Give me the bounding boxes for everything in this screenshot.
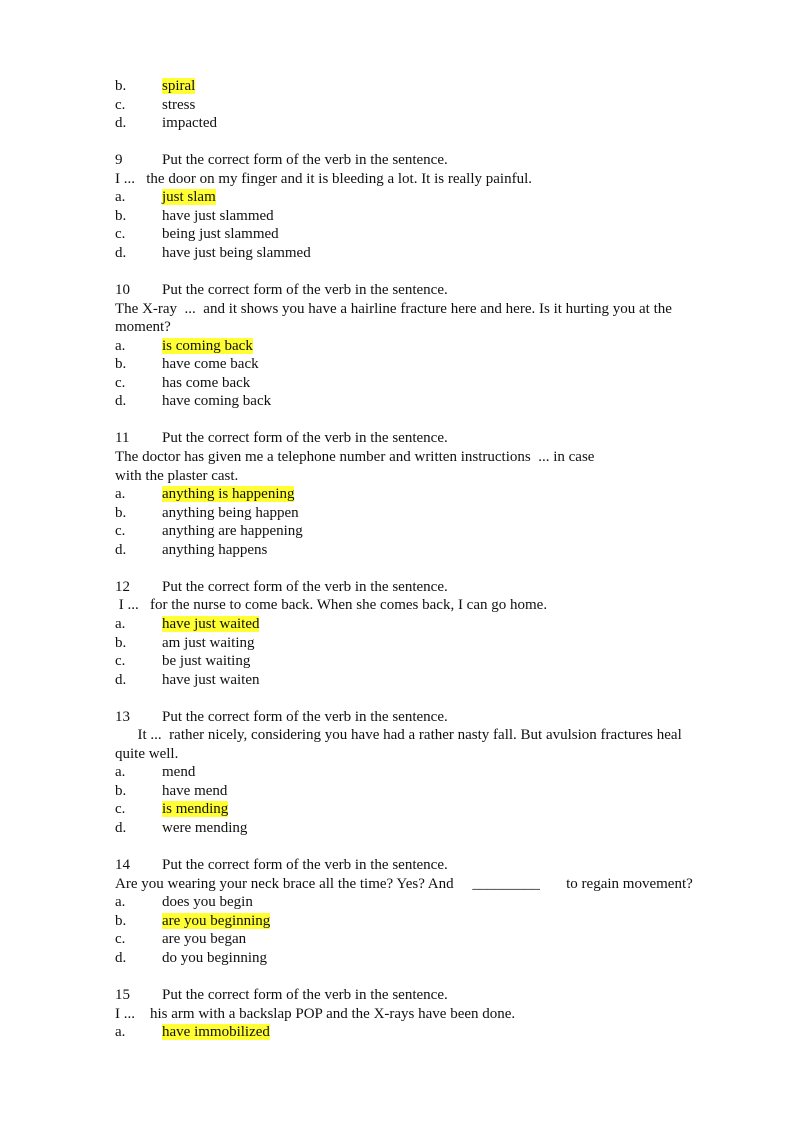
option-text-text: were mending: [162, 820, 248, 836]
option-text-highlighted-text: anything is happening: [162, 486, 295, 503]
option-text-highlighted: [162, 337, 253, 355]
question-number-text: 11: [115, 430, 130, 447]
option-text-text: stress: [162, 96, 196, 113]
option-label: [115, 114, 126, 132]
question-instruction-text: Put the correct form of the verb in the sentence.: [162, 282, 448, 299]
option-text-highlighted-text: are you beginning: [162, 912, 271, 929]
option-label: [115, 652, 125, 670]
question-instruction: [162, 708, 448, 726]
question-instruction: [162, 986, 448, 1004]
question-sentence-text: moment?: [115, 319, 171, 336]
question-number-text: 15: [115, 986, 130, 1003]
option-label: [115, 485, 125, 503]
option-label-text: b.: [115, 356, 127, 373]
option-label-text: b.: [115, 504, 127, 521]
option-text-text: are you began: [162, 931, 247, 948]
question-instruction-text: Put the correct form of the verb in the sentence.: [162, 152, 448, 169]
option-text-highlighted: [162, 800, 228, 818]
option-text: [162, 652, 250, 670]
question-instruction-text: Put the correct form of the verb in the sentence.: [162, 708, 448, 725]
option-text: [162, 949, 267, 967]
option-label-text: d.: [115, 671, 127, 688]
option-text-highlighted: [162, 912, 270, 930]
option-text-text: anything happens: [162, 541, 268, 558]
option-label: [115, 541, 126, 559]
question-number: [115, 281, 130, 299]
option-text-highlighted-text: spiral: [162, 78, 196, 94]
option-text-text: anything being happen: [162, 504, 299, 521]
option-label-text: c.: [115, 96, 126, 113]
option-label: [115, 615, 125, 633]
question-sentence-text: The X-ray ... and it shows you have a hairline fracture here and here. Is it hurting you at the: [115, 300, 672, 317]
option-label: [115, 763, 125, 781]
option-label-text: b.: [115, 782, 127, 799]
question-sentence-text: I ... for the nurse to come back. When she comes back, I can go home.: [115, 597, 548, 614]
option-label-text: c.: [115, 931, 126, 948]
option-label: [115, 912, 126, 930]
option-label-text: c.: [115, 801, 126, 818]
option-text-text: being just slammed: [162, 226, 279, 243]
option-label: [115, 949, 126, 967]
option-label: [115, 671, 126, 689]
question-instruction-text: Put the correct form of the verb in the sentence.: [162, 430, 448, 447]
option-label-text: a.: [115, 764, 126, 781]
option-text: [162, 225, 279, 243]
option-text: [162, 541, 267, 559]
option-label: [115, 504, 126, 522]
option-label-text: d.: [115, 115, 127, 132]
option-text-text: be just waiting: [162, 653, 251, 670]
option-text-text: have coming back: [162, 393, 272, 410]
question-sentence: [115, 318, 171, 336]
question-number: [115, 986, 130, 1004]
option-label-text: a.: [115, 894, 126, 911]
option-text: [162, 782, 227, 800]
option-text-highlighted: [162, 615, 259, 633]
option-label: [115, 355, 126, 373]
question-sentence-text: Are you wearing your neck brace all the time? Yes? And _________ to regain movement?: [115, 875, 693, 892]
option-label-text: b.: [115, 912, 127, 929]
question-number: [115, 708, 130, 726]
option-text: [162, 374, 250, 392]
question-sentence-text: I ... his arm with a backslap POP and the X-rays have been done.: [115, 1005, 516, 1022]
question-number: [115, 429, 129, 447]
option-text-text: have just slammed: [162, 207, 274, 224]
option-text: [162, 114, 217, 132]
option-label: [115, 337, 125, 355]
question-number: [115, 151, 123, 169]
option-label: [115, 374, 125, 392]
question-number-text: 13: [115, 708, 130, 725]
question-instruction-text: Put the correct form of the verb in the sentence.: [162, 857, 448, 874]
question-instruction-text: Put the correct form of the verb in the sentence.: [162, 578, 448, 595]
option-label: [115, 225, 125, 243]
option-label: [115, 782, 126, 800]
question-sentence: [115, 300, 672, 318]
option-label: [115, 800, 125, 818]
option-text-highlighted-text: is mending: [162, 801, 229, 818]
question-number-text: 10: [115, 282, 130, 299]
option-text-text: do you beginning: [162, 949, 267, 966]
option-label-text: d.: [115, 393, 127, 410]
question-sentence: [115, 448, 594, 466]
question-number: [115, 578, 130, 596]
option-label-text: d.: [115, 820, 127, 836]
question-number-text: 12: [115, 578, 130, 595]
option-text-highlighted: [162, 188, 216, 206]
question-instruction: [162, 578, 448, 596]
option-label-text: c.: [115, 226, 126, 243]
option-label: [115, 244, 126, 262]
option-text: [162, 504, 299, 522]
question-sentence: [115, 875, 693, 893]
question-sentence: [115, 596, 547, 614]
option-text-text: impacted: [162, 115, 217, 132]
question-sentence-text: quite well.: [115, 745, 179, 762]
option-text: [162, 893, 253, 911]
option-text-highlighted: [162, 77, 195, 95]
question-sentence: [115, 170, 532, 188]
option-text: [162, 819, 247, 837]
question-sentence: [115, 726, 682, 744]
option-label-text: a.: [115, 1024, 126, 1041]
option-text-highlighted: [162, 485, 294, 503]
option-label: [115, 819, 126, 837]
option-label: [115, 77, 126, 95]
option-label-text: a.: [115, 615, 126, 632]
option-label-text: c.: [115, 653, 126, 670]
question-instruction: [162, 429, 448, 447]
option-label: [115, 893, 125, 911]
question-sentence-text: I ... the door on my finger and it is bleeding a lot. It is really painful.: [115, 170, 532, 187]
option-label: [115, 188, 125, 206]
question-instruction-text: Put the correct form of the verb in the sentence.: [162, 986, 448, 1003]
option-text-text: have mend: [162, 782, 228, 799]
option-label: [115, 930, 125, 948]
option-text-highlighted-text: have immobilized: [162, 1024, 270, 1041]
option-text: [162, 930, 246, 948]
option-label-text: d.: [115, 244, 127, 261]
option-label: [115, 392, 126, 410]
option-text: [162, 355, 259, 373]
question-number: [115, 856, 130, 874]
question-sentence: [115, 1005, 515, 1023]
option-label-text: a.: [115, 337, 126, 354]
question-sentence: [115, 467, 238, 485]
option-label: [115, 1023, 125, 1041]
option-label: [115, 634, 126, 652]
option-text: [162, 244, 311, 262]
option-text: [162, 763, 195, 781]
option-text: [162, 392, 271, 410]
question-instruction: [162, 281, 448, 299]
question-sentence: [115, 745, 178, 763]
question-instruction: [162, 856, 448, 874]
option-text-text: have just waiten: [162, 671, 260, 688]
option-text: [162, 522, 303, 540]
option-label-text: a.: [115, 486, 126, 503]
option-text-highlighted-text: is coming back: [162, 337, 253, 354]
question-number-text: 14: [115, 857, 130, 874]
option-text-text: am just waiting: [162, 634, 255, 651]
option-text: [162, 96, 195, 114]
question-sentence-text: The doctor has given me a telephone number and written instructions ... in case: [115, 449, 595, 465]
option-label-text: b.: [115, 634, 127, 651]
question-sentence-text: with the plaster cast.: [115, 467, 239, 484]
option-label-text: a.: [115, 189, 126, 206]
option-text-text: mend: [162, 764, 196, 781]
option-label-text: c.: [115, 374, 126, 391]
option-label-text: d.: [115, 949, 127, 966]
option-label: [115, 96, 125, 114]
option-text-text: anything are happening: [162, 523, 303, 540]
option-text-text: does you begin: [162, 894, 253, 911]
option-label-text: c.: [115, 523, 126, 540]
option-label-text: d.: [115, 541, 127, 558]
option-label-text: b.: [115, 207, 127, 224]
option-label: [115, 207, 126, 225]
option-text-text: have come back: [162, 356, 259, 373]
option-text-highlighted: [162, 1023, 270, 1041]
option-label-text: b.: [115, 78, 127, 94]
option-text-highlighted-text: just slam: [162, 189, 216, 206]
option-text-text: has come back: [162, 374, 251, 391]
question-sentence-text: It ... rather nicely, considering you have had a rather nasty fall. But avulsion fractures heal: [115, 727, 682, 744]
option-label: [115, 522, 125, 540]
option-text: [162, 671, 259, 689]
option-text: [162, 634, 255, 652]
question-instruction: [162, 151, 448, 169]
option-text-text: have just being slammed: [162, 244, 311, 261]
option-text: [162, 207, 274, 225]
question-number-text: 9: [115, 152, 123, 169]
option-text-highlighted-text: have just waited: [162, 615, 260, 632]
